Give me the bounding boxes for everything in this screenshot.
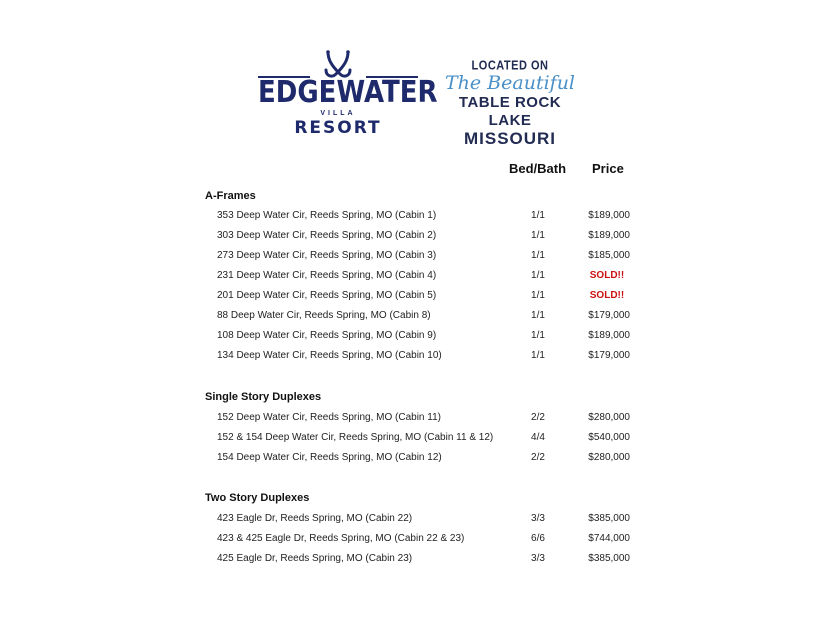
listing-bedbath: 1/1 [531,290,545,301]
section-title-two-story-duplexes: Two Story Duplexes [205,492,310,504]
listing-row [0,452,840,472]
location-line-1: LOCATED ON [471,58,549,74]
listing-row [0,270,840,290]
location-line-2: The Beautiful [444,72,576,94]
listing-row [0,310,840,330]
listing-row [0,330,840,350]
listing-address: 152 & 154 Deep Water Cir, Reeds Spring, MO (Cabin 11 & 12) [217,432,494,443]
listing-address: 423 Eagle Dr, Reeds Spring, MO (Cabin 22) [217,513,413,524]
listing-price: $385,000 [588,553,630,564]
listing-address: 88 Deep Water Cir, Reeds Spring, MO (Cabin 8) [217,310,431,321]
listing-address: 353 Deep Water Cir, Reeds Spring, MO (Cabin 1) [217,210,437,221]
listing-row [0,553,840,573]
listing-bedbath: 1/1 [531,270,545,281]
listing-bedbath: 1/1 [531,310,545,321]
listing-bedbath: 3/3 [531,513,545,524]
listing-address: 134 Deep Water Cir, Reeds Spring, MO (Cabin 10) [217,350,442,361]
listing-address: 273 Deep Water Cir, Reeds Spring, MO (Cabin 3) [217,250,437,261]
listing-row [0,250,840,270]
listing-row [0,210,840,230]
listing-address: 303 Deep Water Cir, Reeds Spring, MO (Cabin 2) [217,230,437,241]
section-title-a-frames: A-Frames [205,190,256,202]
listing-bedbath: 1/1 [531,230,545,241]
location-line-3: TABLE ROCK LAKE [458,94,562,129]
listing-bedbath: 1/1 [531,250,545,261]
column-header-price: Price [592,161,624,176]
listing-price: $744,000 [588,533,630,544]
listing-price: $189,000 [588,210,630,221]
listing-row [0,432,840,452]
location-line-4: MISSOURI [463,129,557,148]
listing-address: 231 Deep Water Cir, Reeds Spring, MO (Cabin 4) [217,270,437,281]
location-tagline [440,60,580,148]
listing-price: $189,000 [588,230,630,241]
listing-bedbath: 1/1 [531,210,545,221]
column-header-bedbath: Bed/Bath [509,161,567,176]
listing-address: 154 Deep Water Cir, Reeds Spring, MO (Cabin 12) [217,452,442,463]
listing-address: 108 Deep Water Cir, Reeds Spring, MO (Cabin 9) [217,330,437,341]
listing-bedbath: 6/6 [531,533,545,544]
logo-resort: RESORT [294,118,382,138]
logo-brand: EDGEWATER [258,75,438,111]
edgewater-logo [258,50,438,140]
listing-price: $280,000 [588,452,630,463]
listing-bedbath: 2/2 [531,452,545,463]
listing-bedbath: 1/1 [531,330,545,341]
listing-price: $385,000 [588,513,630,524]
listing-address: 423 & 425 Eagle Dr, Reeds Spring, MO (Cabin 22 & 23) [217,533,465,544]
listing-sold-badge: SOLD!! [589,270,625,281]
listing-bedbath: 3/3 [531,553,545,564]
listing-row [0,350,840,370]
listing-price: $280,000 [588,412,630,423]
listing-bedbath: 1/1 [531,350,545,361]
listing-price: $179,000 [588,350,630,361]
section-title-single-story-duplexes: Single Story Duplexes [205,391,322,403]
logo-sub: VILLA [320,110,356,117]
listing-bedbath: 4/4 [531,432,545,443]
listing-price: $540,000 [588,432,630,443]
listing-row [0,533,840,553]
listing-price: $185,000 [588,250,630,261]
listing-bedbath: 2/2 [531,412,545,423]
listing-price: $189,000 [588,330,630,341]
listing-address: 152 Deep Water Cir, Reeds Spring, MO (Cabin 11) [217,412,441,423]
listing-row [0,412,840,432]
listing-sold-badge: SOLD!! [589,290,625,301]
listing-row [0,290,840,310]
listing-row [0,230,840,250]
listing-address: 425 Eagle Dr, Reeds Spring, MO (Cabin 23) [217,553,413,564]
listing-address: 201 Deep Water Cir, Reeds Spring, MO (Cabin 5) [217,290,437,301]
listing-row [0,513,840,533]
listing-price: $179,000 [588,310,630,321]
